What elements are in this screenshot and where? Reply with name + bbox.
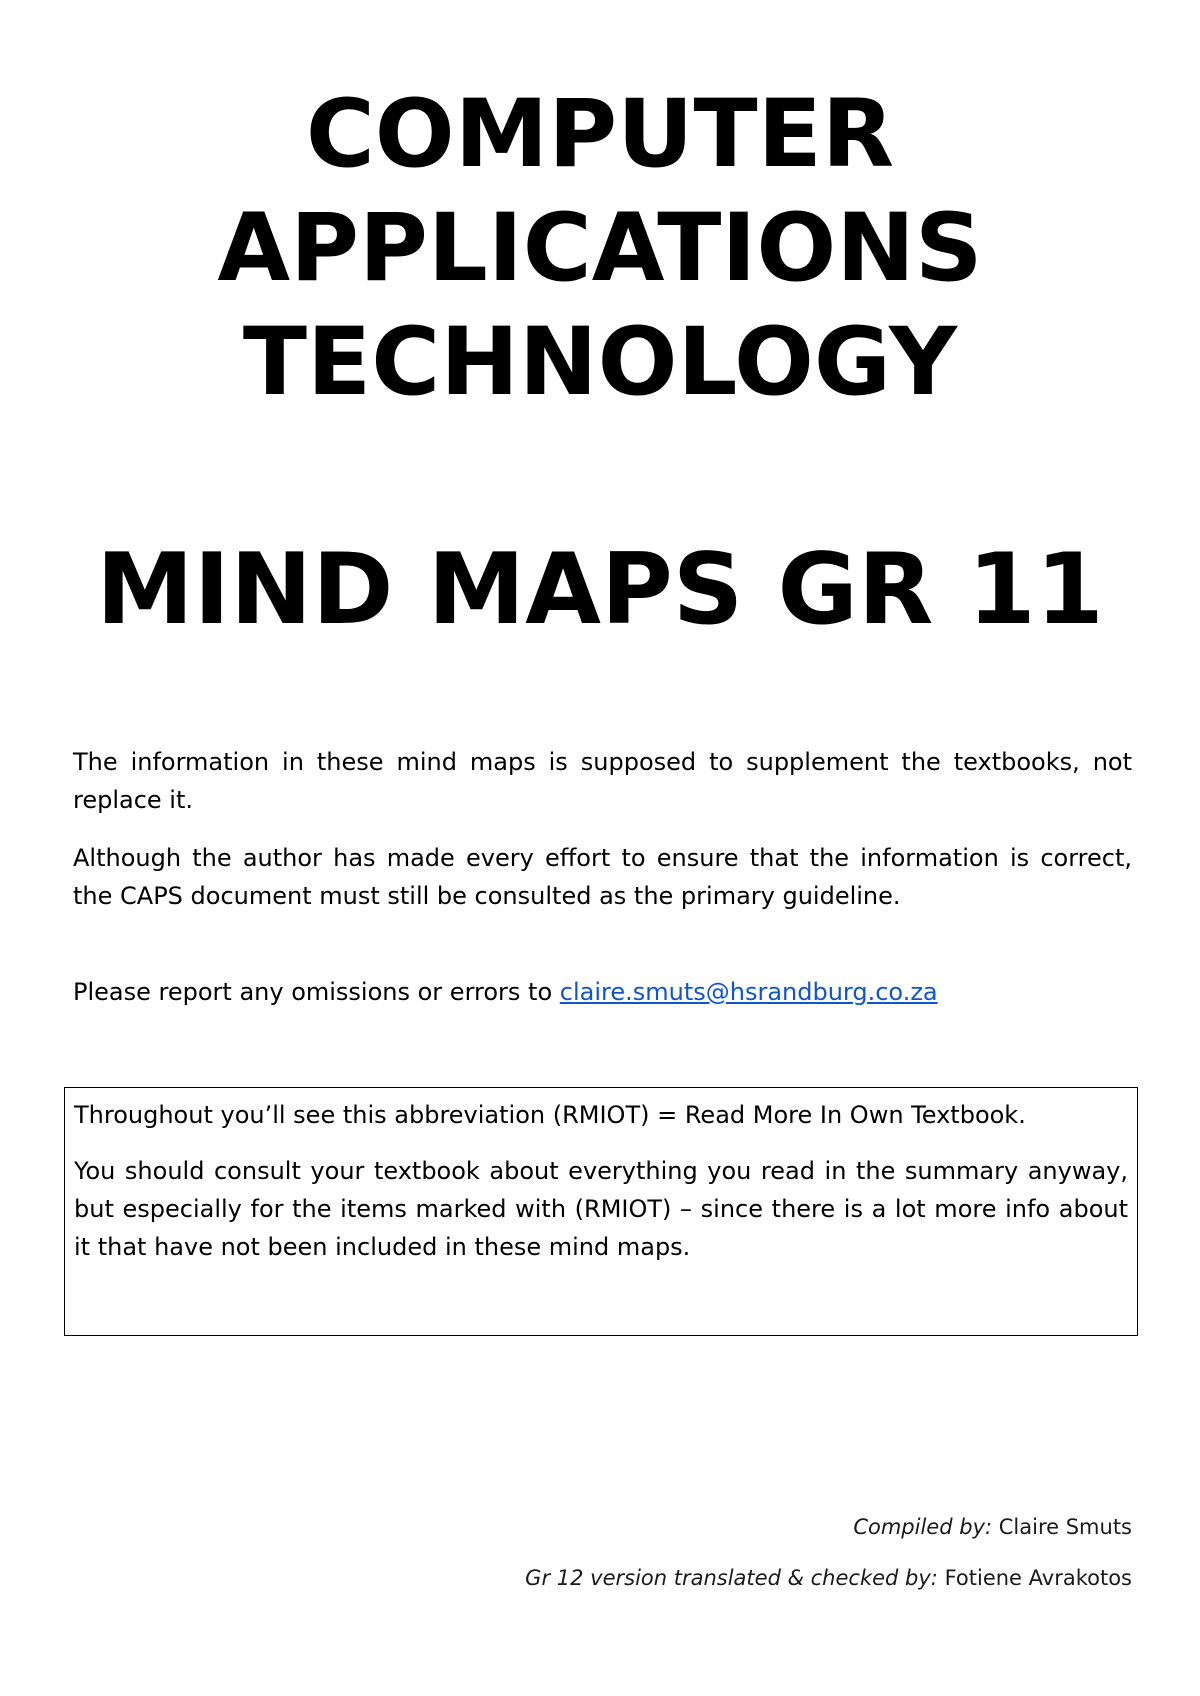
compiled-by-label: Compiled by: (853, 1515, 993, 1539)
translated-by-label: Gr 12 version translated & checked by: (525, 1566, 938, 1590)
rmiot-definition: Throughout you’ll see this abbreviation (RMIOT) = Read More In Own Textbook. (74, 1101, 1026, 1129)
subtitle: MIND MAPS GR 11 (96, 533, 1104, 647)
rmiot-instruction: You should consult your textbook about everything you read in the summary anyway, but especially for the items marked with (RMIOT) – since there is a lot more info about it that have not been included in these mind maps. (74, 1157, 1128, 1261)
report-paragraph (73, 973, 1132, 1011)
title-line-3: TECHNOLOGY (242, 308, 958, 417)
compiled-by-name: Claire Smuts (992, 1515, 1132, 1539)
disclaimer-paragraph: Although the author has made every effort to ensure that the information is correct, the CAPS document must still be consulted as the primary guideline. (73, 844, 1132, 910)
title-block (0, 78, 1200, 420)
title-line-2: APPLICATIONS (217, 194, 983, 303)
translated-by-credit (525, 1564, 1132, 1592)
email-link[interactable]: claire.smuts@hsrandburg.co.za (559, 978, 938, 1006)
compiled-by-credit (853, 1513, 1132, 1541)
translated-by-name: Fotiene Avrakotos (937, 1566, 1132, 1590)
intro-paragraph: The information in these mind maps is supposed to supplement the textbooks, not replace it. (73, 748, 1132, 814)
rmiot-note-box (64, 1087, 1138, 1336)
title-line-1: COMPUTER (305, 80, 895, 189)
report-text: Please report any omissions or errors to (73, 978, 560, 1006)
